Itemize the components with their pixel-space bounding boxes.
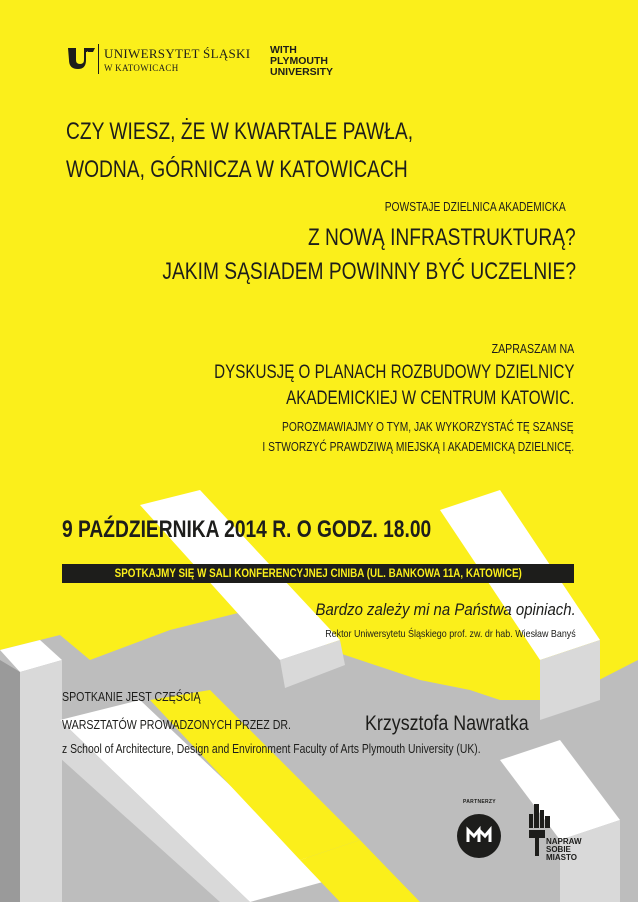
question-line-1: CZY WIESZ, ŻE W KWARTALE PAWŁA, xyxy=(66,118,414,145)
block-left-front xyxy=(0,660,20,902)
university-city: W KATOWICACH xyxy=(104,63,179,73)
napraw-line-2: SOBIE xyxy=(546,845,571,854)
question-line-4: Z NOWĄ INFRASTRUKTURĄ? xyxy=(308,224,576,251)
napraw-line-1: NAPRAW xyxy=(546,837,582,846)
signature-author: Rektor Uniwersytetu Śląskiego prof. zw. dr hab. Wiesław Banyś xyxy=(325,628,576,640)
header-divider xyxy=(98,44,99,74)
event-date: 9 PAŹDZIERNIKA 2014 R. O GODZ. 18.00 xyxy=(62,516,432,543)
napraw-line-3: MIASTO xyxy=(546,853,577,862)
mm-logo-icon xyxy=(457,814,501,858)
partner-line-2: PLYMOUTH xyxy=(270,55,328,67)
partner-university xyxy=(270,45,333,78)
partners-label: PARTNERZY xyxy=(463,799,496,805)
napraw-logo-text xyxy=(546,838,582,862)
university-name: UNIWERSYTET ŚLĄSKI xyxy=(104,46,251,61)
workshop-line-3: z School of Architecture, Design and Environment Faculty of Arts Plymouth University (UK). xyxy=(62,742,481,756)
university-logo-icon xyxy=(66,44,96,70)
workshop-line-2: WARSZTATÓW PROWADZONYCH PRZEZ DR. xyxy=(62,718,292,732)
invite-line-3: AKADEMICKIEJ W CENTRUM KATOWIC. xyxy=(285,388,574,409)
invite-line-2: DYSKUSJĘ O PLANACH ROZBUDOWY DZIELNICY xyxy=(213,362,574,383)
partner-logo-1 xyxy=(457,814,501,858)
question-line-5: JAKIM SĄSIADEM POWINNY BYĆ UCZELNIE? xyxy=(162,258,576,285)
question-line-3: POWSTAJE DZIELNICA AKADEMICKA xyxy=(385,200,566,214)
event-place-band xyxy=(62,564,574,583)
event-place: SPOTKAJMY SIĘ W SALI KONFERENCYJNEJ CINIBA (UL. BANKOWA 11A, KATOWICE) xyxy=(114,566,522,580)
partner-line-1: WITH xyxy=(270,44,297,56)
invite-line-1: ZAPRASZAM NA xyxy=(491,342,574,356)
invite-line-5: I STWORZYĆ PRAWDZIWĄ MIEJSKĄ I AKADEMICKĄ DZIELNICĘ. xyxy=(262,440,574,454)
workshop-name: Krzysztofa Nawratka xyxy=(365,712,529,735)
question-line-2: WODNA, GÓRNICZA W KATOWICACH xyxy=(66,156,408,183)
block-left-side xyxy=(20,660,62,902)
signature-quote: Bardzo zależy mi na Państwa opiniach. xyxy=(315,600,576,619)
partner-line-3: UNIVERSITY xyxy=(270,66,334,78)
workshop-line-1: SPOTKANIE JEST CZĘŚCIĄ xyxy=(62,690,201,704)
invite-line-4: POROZMAWIAJMY O TYM, JAK WYKORZYSTAĆ TĘ SZANSĘ xyxy=(282,420,574,434)
